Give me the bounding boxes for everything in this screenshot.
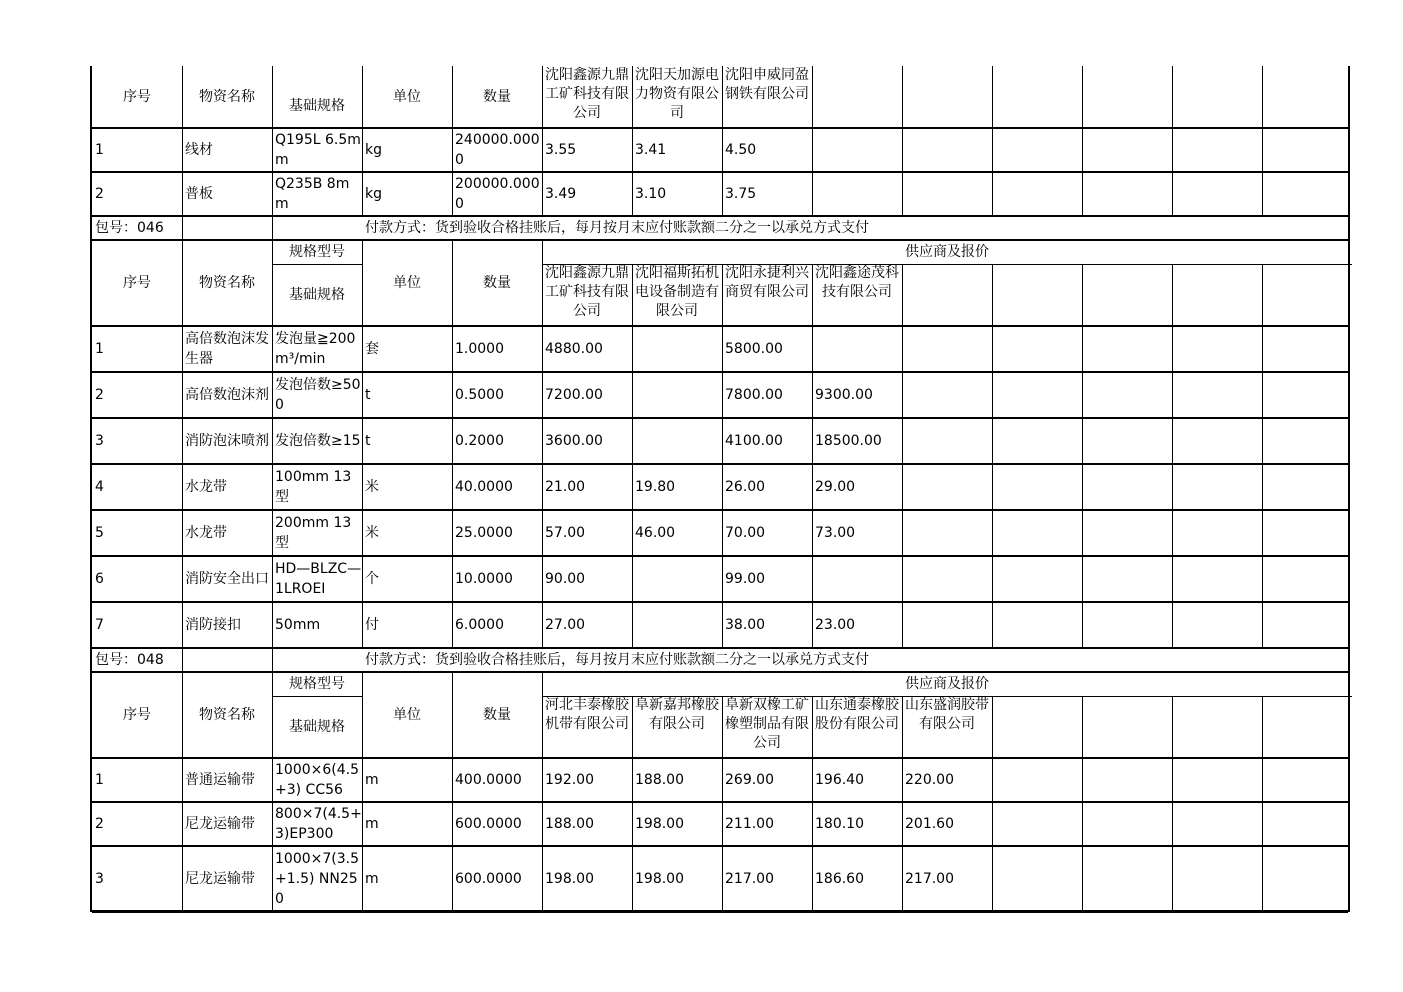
price-cell: 23.00	[815, 617, 856, 633]
price-cell: 73.00	[815, 525, 856, 541]
supplier-name: 沈阳鑫途茂科技有限公司	[815, 265, 899, 300]
column-header-unit: 单位	[393, 275, 421, 291]
item-name: 消防泡沫喷剂	[185, 433, 269, 449]
item-unit: t	[365, 387, 371, 403]
price-cell: 21.00	[545, 479, 586, 495]
package-number: 包号：048	[95, 652, 164, 668]
price-cell: 269.00	[725, 772, 774, 788]
column-header-name: 物资名称	[199, 89, 255, 105]
column-header-spec: 基础规格	[289, 719, 345, 735]
price-cell	[632, 556, 722, 602]
item-spec: 100mm 13型	[275, 469, 352, 505]
price-cell: 186.60	[815, 871, 864, 887]
price-cell: 3600.00	[545, 433, 603, 449]
supplier-name: 沈阳申威同盈钢铁有限公司	[725, 67, 809, 102]
cells-layer	[92, 66, 1348, 910]
item-name: 线材	[185, 142, 213, 158]
item-name: 尼龙运输带	[185, 816, 255, 832]
item-spec: 1000×6(4.5+3) CC56	[275, 762, 359, 798]
price-cell: 217.00	[905, 871, 954, 887]
price-cell: 38.00	[725, 617, 766, 633]
price-cell: 217.00	[725, 871, 774, 887]
item-spec: Q235B 8mm	[275, 176, 350, 212]
price-cell: 198.00	[635, 871, 684, 887]
price-cell: 192.00	[545, 772, 594, 788]
price-cell: 57.00	[545, 525, 586, 541]
price-cell: 198.00	[635, 816, 684, 832]
price-cell	[632, 418, 722, 464]
price-cell	[812, 556, 902, 602]
item-qty: 240000.0000	[455, 132, 540, 168]
item-unit: m	[365, 816, 379, 832]
column-header-spec: 基础规格	[289, 287, 345, 303]
price-cell: 3.41	[635, 142, 667, 158]
item-name: 水龙带	[185, 479, 227, 495]
supplier-name: 沈阳永捷利兴商贸有限公司	[725, 265, 809, 300]
row-seq: 3	[95, 433, 104, 449]
price-cell	[632, 372, 722, 418]
supplier-name: 沈阳天加源电力物资有限公司	[635, 67, 719, 121]
price-cell: 188.00	[545, 816, 594, 832]
price-cell: 70.00	[725, 525, 766, 541]
supplier-group-header: 供应商及报价	[905, 676, 989, 692]
price-cell: 19.80	[635, 479, 676, 495]
item-qty: 0.2000	[455, 433, 504, 449]
column-header-seq: 序号	[123, 707, 151, 723]
column-header-qty: 数量	[483, 89, 511, 105]
column-header-unit: 单位	[393, 89, 421, 105]
row-seq: 3	[95, 871, 104, 887]
price-cell	[632, 602, 722, 648]
item-qty: 1.0000	[455, 341, 504, 357]
payment-terms: 付款方式：货到验收合格挂账后，每月按月末应付账款额二分之一以承兑方式支付	[365, 652, 869, 668]
row-seq: 2	[95, 387, 104, 403]
price-cell: 188.00	[635, 772, 684, 788]
price-cell	[812, 326, 902, 372]
item-unit: 米	[365, 479, 379, 495]
supplier-name: 阜新嘉邦橡胶有限公司	[635, 697, 719, 732]
price-cell: 4880.00	[545, 341, 603, 357]
price-cell: 7800.00	[725, 387, 783, 403]
item-qty: 600.0000	[455, 816, 522, 832]
item-spec: 发泡倍数≥15	[275, 433, 361, 449]
column-header-spec: 基础规格	[289, 98, 345, 114]
price-cell: 180.10	[815, 816, 864, 832]
price-cell: 3.75	[725, 186, 757, 202]
item-unit: m	[365, 772, 379, 788]
item-spec: Q195L 6.5mm	[275, 132, 361, 168]
item-qty: 6.0000	[455, 617, 504, 633]
item-unit: 米	[365, 525, 379, 541]
price-cell: 29.00	[815, 479, 856, 495]
item-spec: HD—BLZC—1LROEI	[275, 561, 362, 597]
row-seq: 5	[95, 525, 104, 541]
column-header-unit: 单位	[393, 707, 421, 723]
price-cell: 3.49	[545, 186, 577, 202]
price-cell: 201.60	[905, 816, 954, 832]
column-header-seq: 序号	[123, 275, 151, 291]
price-cell: 4100.00	[725, 433, 783, 449]
item-qty: 10.0000	[455, 571, 513, 587]
spec-group-header: 规格型号	[289, 676, 345, 692]
item-qty: 200000.0000	[455, 176, 540, 212]
row-seq: 7	[95, 617, 104, 633]
item-name: 水龙带	[185, 525, 227, 541]
item-spec: 发泡倍数≥500	[275, 377, 361, 413]
quotation-sheet	[90, 66, 1350, 912]
price-cell: 196.40	[815, 772, 864, 788]
row-seq: 2	[95, 186, 104, 202]
price-cell: 90.00	[545, 571, 586, 587]
price-cell: 27.00	[545, 617, 586, 633]
price-cell: 9300.00	[815, 387, 873, 403]
item-spec: 发泡量≧200m³/min	[275, 331, 356, 367]
price-cell: 5800.00	[725, 341, 783, 357]
price-cell: 46.00	[635, 525, 676, 541]
item-name: 高倍数泡沫发生器	[185, 331, 269, 367]
price-cell: 18500.00	[815, 433, 882, 449]
item-name: 高倍数泡沫剂	[185, 387, 269, 403]
price-cell: 198.00	[545, 871, 594, 887]
item-spec: 1000×7(3.5+1.5) NN250	[275, 851, 359, 907]
price-cell: 26.00	[725, 479, 766, 495]
item-unit: kg	[365, 142, 382, 158]
item-qty: 25.0000	[455, 525, 513, 541]
supplier-name: 沈阳鑫源九鼎工矿科技有限公司	[545, 265, 629, 319]
item-unit: t	[365, 433, 371, 449]
price-cell: 211.00	[725, 816, 774, 832]
column-header-qty: 数量	[483, 275, 511, 291]
price-cell: 220.00	[905, 772, 954, 788]
column-header-qty: 数量	[483, 707, 511, 723]
supplier-name: 阜新双橡工矿橡塑制品有限公司	[725, 697, 809, 751]
item-unit: kg	[365, 186, 382, 202]
supplier-name: 河北丰泰橡胶机带有限公司	[545, 697, 629, 732]
supplier-group-header: 供应商及报价	[905, 244, 989, 260]
item-unit: m	[365, 871, 379, 887]
row-seq: 1	[95, 772, 104, 788]
supplier-name: 沈阳鑫源九鼎工矿科技有限公司	[545, 67, 629, 121]
row-seq: 6	[95, 571, 104, 587]
item-name: 消防安全出口	[185, 571, 269, 587]
item-spec: 800×7(4.5+3)EP300	[275, 806, 362, 842]
item-spec: 50mm	[275, 617, 321, 633]
package-number: 包号：046	[95, 220, 164, 236]
supplier-name: 山东盛润胶带有限公司	[905, 697, 989, 732]
row-seq: 1	[95, 341, 104, 357]
item-qty: 0.5000	[455, 387, 504, 403]
item-unit: 付	[365, 617, 379, 633]
item-unit: 个	[365, 571, 379, 587]
row-seq: 2	[95, 816, 104, 832]
supplier-name: 沈阳福斯拓机电设备制造有限公司	[635, 265, 719, 319]
column-header-seq: 序号	[123, 89, 151, 105]
price-cell	[632, 326, 722, 372]
price-cell: 99.00	[725, 571, 766, 587]
item-name: 普板	[185, 186, 213, 202]
spec-group-header: 规格型号	[289, 244, 345, 260]
item-qty: 600.0000	[455, 871, 522, 887]
item-unit: 套	[365, 341, 379, 357]
item-spec: 200mm 13型	[275, 515, 352, 551]
price-cell: 7200.00	[545, 387, 603, 403]
column-header-name: 物资名称	[199, 707, 255, 723]
item-qty: 40.0000	[455, 479, 513, 495]
price-cell: 3.55	[545, 142, 577, 158]
item-name: 普通运输带	[185, 772, 255, 788]
row-seq: 1	[95, 142, 104, 158]
payment-terms: 付款方式：货到验收合格挂账后，每月按月末应付账款额二分之一以承兑方式支付	[365, 220, 869, 236]
item-name: 消防接扣	[185, 617, 241, 633]
row-seq: 4	[95, 479, 104, 495]
column-header-name: 物资名称	[199, 275, 255, 291]
price-cell: 3.10	[635, 186, 667, 202]
price-cell: 4.50	[725, 142, 757, 158]
supplier-name: 山东通泰橡胶股份有限公司	[815, 697, 899, 732]
item-name: 尼龙运输带	[185, 871, 255, 887]
item-qty: 400.0000	[455, 772, 522, 788]
